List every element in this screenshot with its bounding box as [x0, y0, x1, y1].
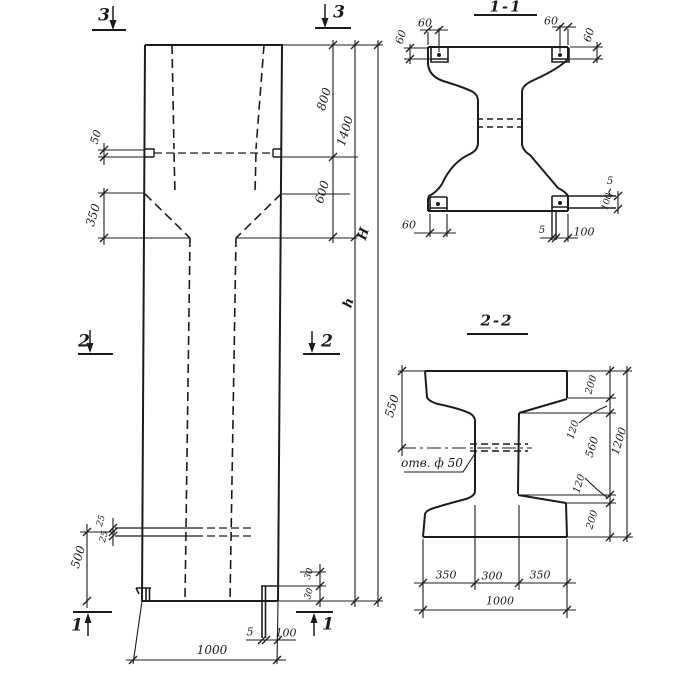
- dim-haunch-350: 350: [82, 202, 104, 228]
- s22-dim-550: 550: [381, 393, 403, 419]
- section11-outline: [428, 47, 568, 211]
- dim-800: 800: [313, 86, 335, 112]
- s11-dim-60-top-right-offset: 60: [544, 14, 558, 28]
- section-marker-arrowheads: [82, 18, 333, 623]
- dim-600: 600: [311, 179, 333, 205]
- dim-baseplate-100: 100: [275, 626, 297, 640]
- s22-dim-350-left: 350: [435, 568, 457, 582]
- s11-dim-5-side: 5: [606, 176, 614, 187]
- s22-dim-350-right: 350: [529, 568, 551, 582]
- section-marker-lines: [73, 28, 351, 612]
- section11-dim-lines: [404, 25, 618, 242]
- section11-web-dashes: [477, 119, 523, 127]
- section22-ticks: [398, 367, 631, 614]
- s11-dim-100-side: 100: [600, 192, 615, 212]
- section-marker-3-right: 3: [333, 2, 345, 23]
- elevation-outline: [142, 45, 282, 601]
- dim-1400: 1400: [333, 114, 357, 148]
- dim-ledge-50: 50: [87, 128, 105, 146]
- section-marker-1-right: 1: [322, 614, 334, 635]
- section11-title: 1-1: [489, 0, 523, 16]
- s22-dim-1200: 1200: [608, 425, 630, 457]
- dim-500: 500: [67, 544, 89, 570]
- s22-dim-200-top: 200: [583, 374, 600, 396]
- elevation-ledge-notches: [145, 149, 282, 157]
- dim-total-H: Н: [355, 225, 373, 243]
- dim-hole-25-lower: 25: [98, 529, 111, 544]
- section22-outline: [423, 371, 567, 537]
- dim-hole-25-upper: 25: [95, 513, 108, 528]
- s22-dim-300: 300: [481, 569, 503, 583]
- section-marker-3-left: 3: [98, 5, 110, 26]
- s22-dim-200-bottom: 200: [584, 509, 601, 531]
- section-marker-1-left: 1: [71, 615, 83, 636]
- s11-dim-60-top-left-offset: 60: [418, 16, 432, 30]
- dim-corner-30-lower: 30: [303, 586, 316, 601]
- s11-dim-60-left-height: 60: [392, 28, 410, 46]
- section-marker-2-right: 2: [321, 331, 333, 352]
- dim-corner-30-upper: 30: [303, 566, 316, 581]
- section-marker-arrows: [88, 4, 325, 639]
- s11-dim-60-right-height: 60: [580, 26, 598, 44]
- elevation-hidden-lines: [145, 45, 281, 601]
- dim-baseplate-5: 5: [246, 625, 254, 639]
- dim-width-1000: 1000: [196, 643, 228, 657]
- s22-dim-120-top: 120: [565, 419, 582, 441]
- section22-title: 2-2: [480, 311, 514, 330]
- s11-dim-60-bottom-left: 60: [402, 218, 416, 232]
- section22-hole: [402, 444, 532, 451]
- s22-dim-1000: 1000: [486, 594, 514, 608]
- s22-dim-560: 560: [582, 435, 602, 459]
- s22-dim-120-bottom: 120: [571, 473, 588, 495]
- dim-shaft-h: h: [340, 296, 358, 310]
- elevation-base-angles: [136, 586, 277, 638]
- s22-hole-label: отв. ф 50: [401, 456, 463, 470]
- s11-dim-100-bottom: 100: [573, 225, 595, 239]
- section-marker-2-left: 2: [78, 331, 90, 352]
- s11-dim-5-bottom: 5: [538, 225, 546, 236]
